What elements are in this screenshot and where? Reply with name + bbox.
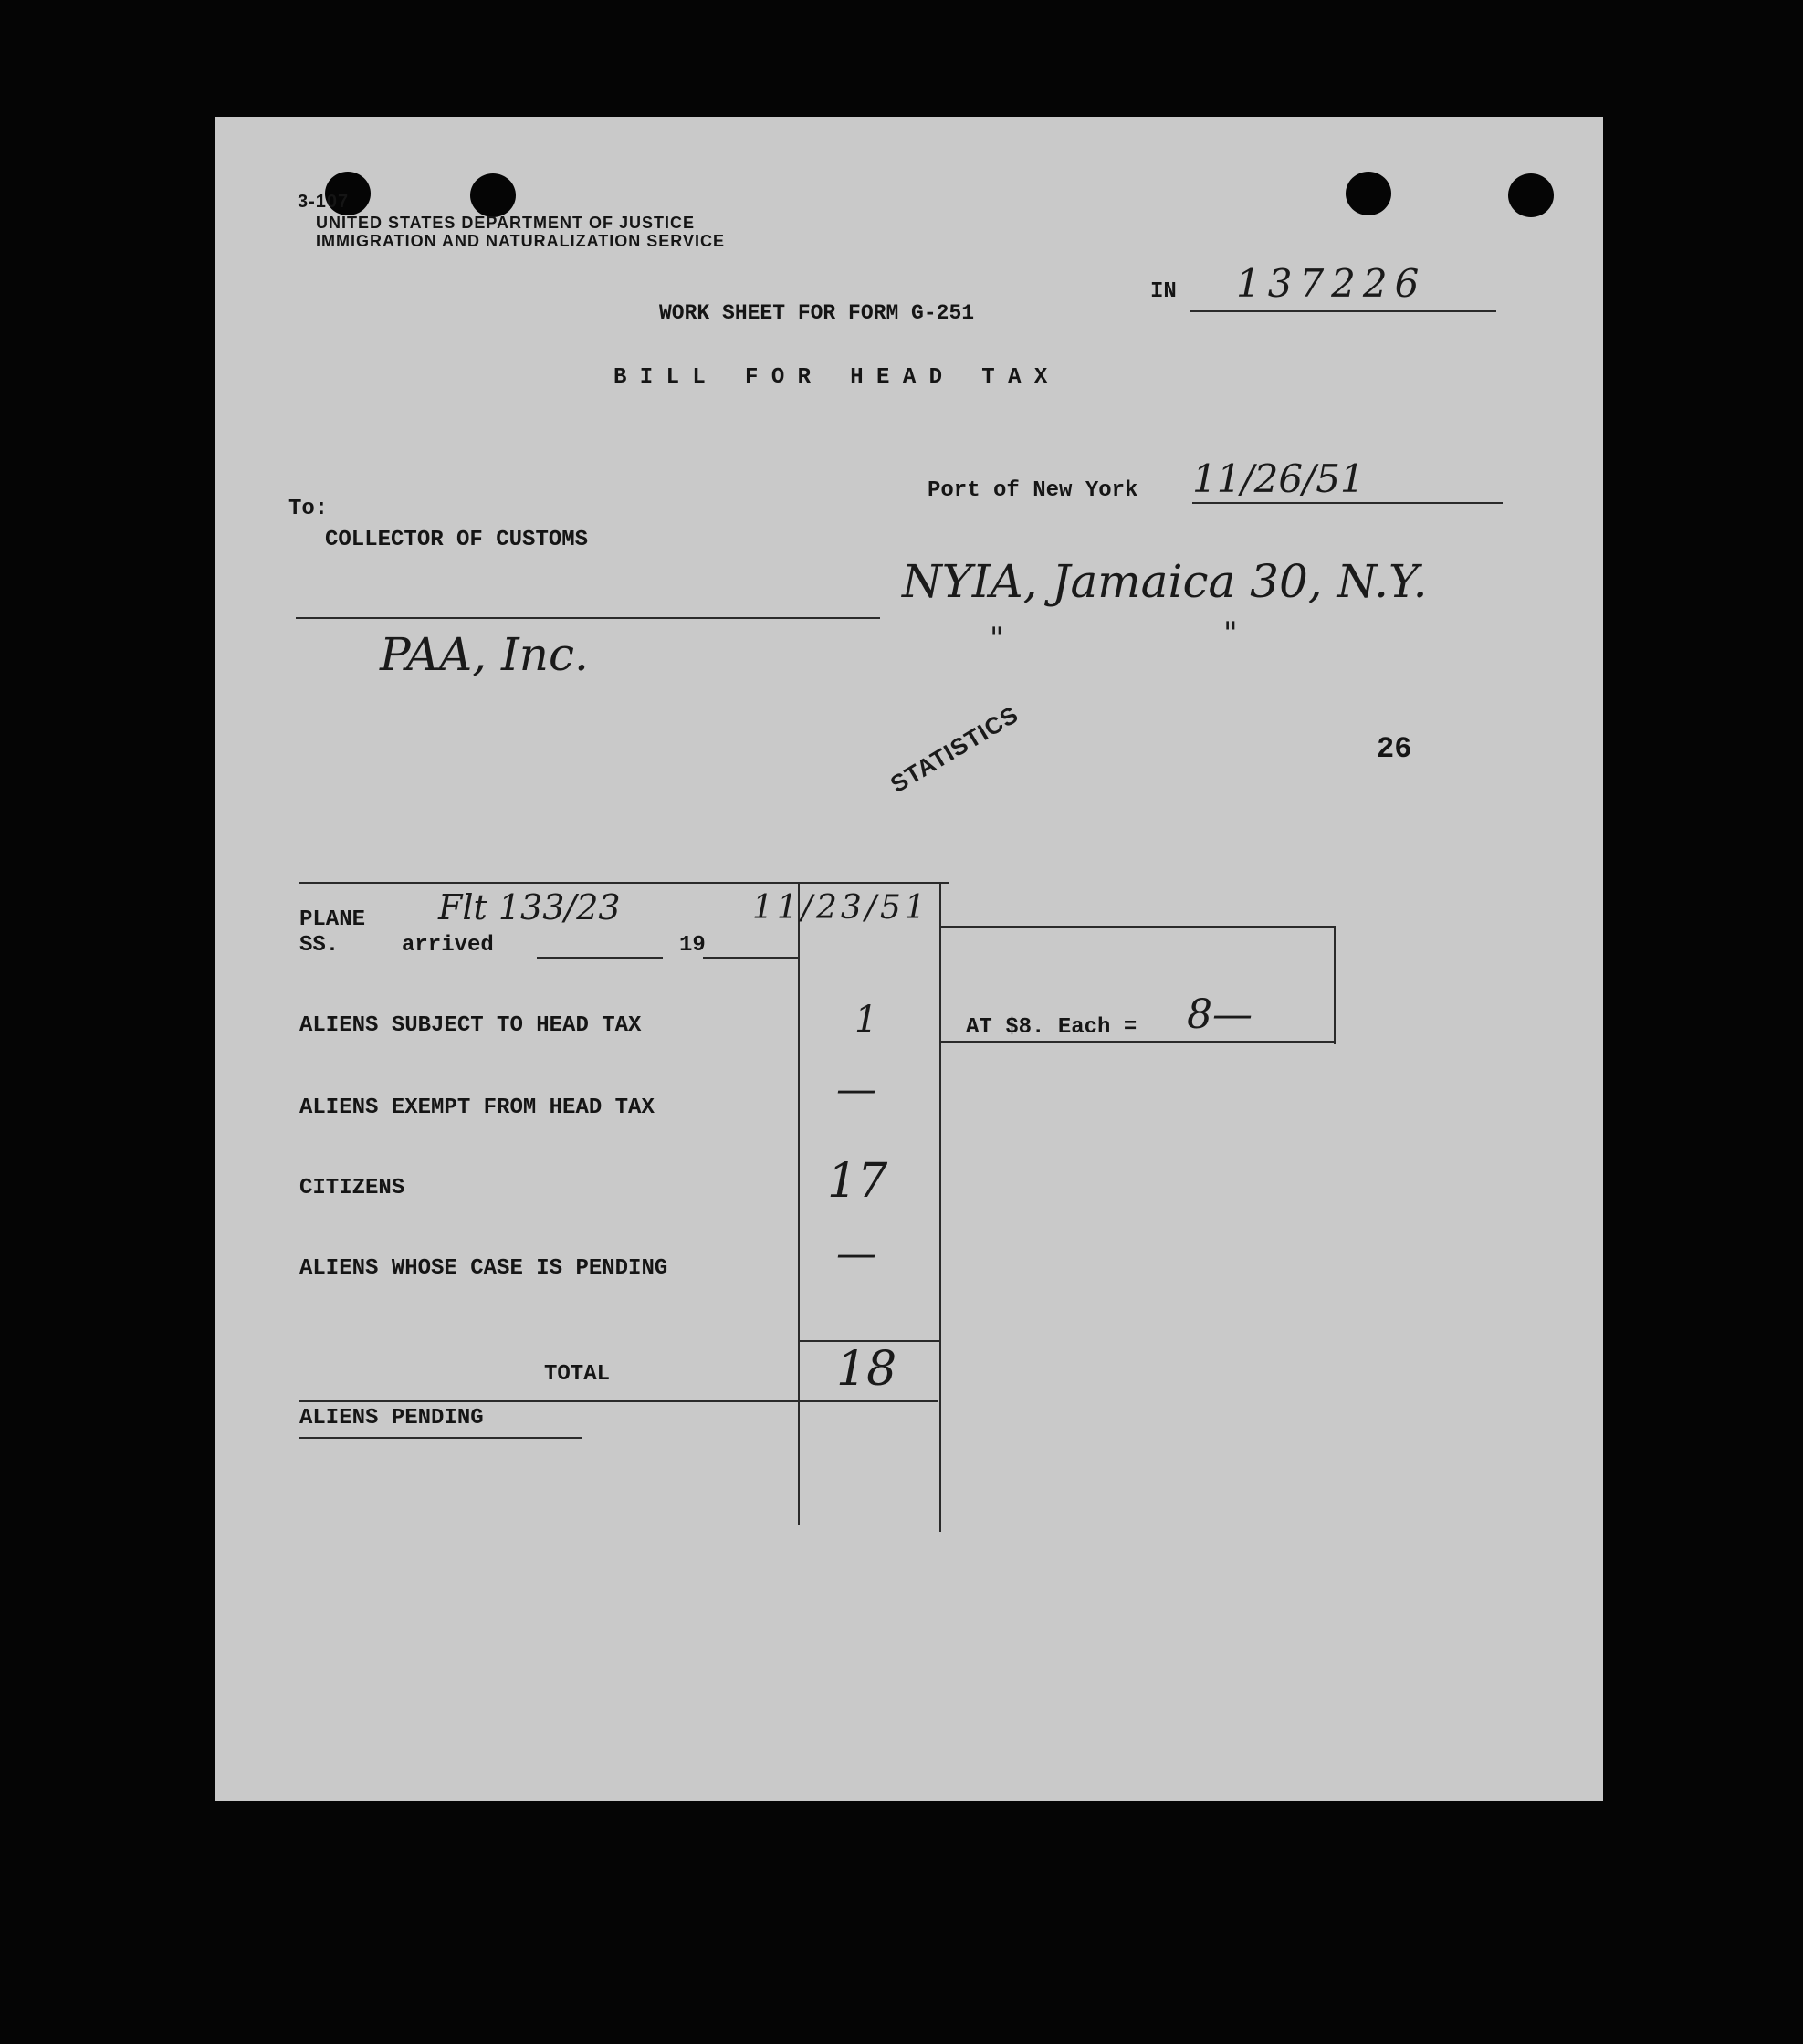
- ss-label: SS.: [299, 933, 340, 958]
- punch-hole: [1508, 173, 1554, 217]
- form-title: WORK SHEET FOR FORM G-251: [659, 301, 975, 325]
- punch-hole: [470, 173, 516, 217]
- total-value: 18: [836, 1342, 897, 1397]
- pending-underline: [299, 1437, 582, 1439]
- agency-name: UNITED STATES DEPARTMENT OF JUSTICE: [316, 214, 696, 232]
- table-top-line: [299, 882, 949, 884]
- statistics-stamp: STATISTICS: [886, 700, 1023, 799]
- port-date: 11/26/51: [1192, 456, 1365, 501]
- arrival-date: 11/23/51: [752, 889, 929, 927]
- row-label: ALIENS EXEMPT FROM HEAD TAX: [299, 1095, 655, 1120]
- row-label: ALIENS SUBJECT TO HEAD TAX: [299, 1013, 642, 1038]
- document-page: [215, 117, 1603, 1801]
- port-label: Port of New York: [928, 478, 1138, 503]
- in-number: 137226: [1236, 261, 1427, 306]
- form-number: 3-107: [298, 192, 350, 212]
- port-date-line: [1192, 502, 1503, 504]
- rate-box-top: [941, 926, 1334, 928]
- row-label: CITIZENS: [299, 1176, 405, 1200]
- page-number: 26: [1377, 732, 1412, 766]
- flight-number: Flt 133/23: [438, 887, 621, 928]
- to-value: COLLECTOR OF CUSTOMS: [325, 528, 589, 552]
- agency-service: IMMIGRATION AND NATURALIZATION SERVICE: [316, 232, 725, 250]
- ditto-mark: ": [990, 621, 1004, 657]
- form-subtitle: B I L L F O R H E A D T A X: [613, 365, 1048, 390]
- rate-box-bottom: [941, 1041, 1336, 1043]
- row-value: 1: [854, 999, 878, 1041]
- ditto-mark: ": [1223, 615, 1238, 652]
- row-value: —: [836, 1066, 876, 1113]
- total-label: TOTAL: [544, 1362, 611, 1387]
- arrived-line: [537, 957, 663, 959]
- row-value: —: [836, 1231, 876, 1277]
- plane-label: PLANE: [299, 907, 366, 932]
- punch-hole: [1346, 172, 1391, 215]
- rate-amount: 8—: [1187, 991, 1253, 1038]
- rate-label: AT $8. Each =: [966, 1015, 1137, 1040]
- row-label: ALIENS WHOSE CASE IS PENDING: [299, 1256, 668, 1281]
- rate-box-right: [1334, 926, 1336, 1044]
- carrier-name: PAA, Inc.: [380, 628, 589, 681]
- arrived-label: arrived: [402, 933, 494, 958]
- to-label: To:: [288, 497, 329, 521]
- addressee-line: [296, 617, 880, 619]
- count-column-right: [939, 882, 941, 1532]
- table-bottom-line: [299, 1400, 938, 1402]
- count-column-left: [798, 882, 800, 1525]
- year-line: [703, 957, 798, 959]
- port-location: NYIA, Jamaica 30, N.Y.: [902, 555, 1428, 608]
- aliens-pending-label: ALIENS PENDING: [299, 1406, 484, 1431]
- row-value: 17: [827, 1154, 888, 1209]
- in-number-line: [1190, 310, 1496, 312]
- in-label: IN: [1150, 279, 1177, 304]
- year-prefix: 19: [679, 933, 706, 958]
